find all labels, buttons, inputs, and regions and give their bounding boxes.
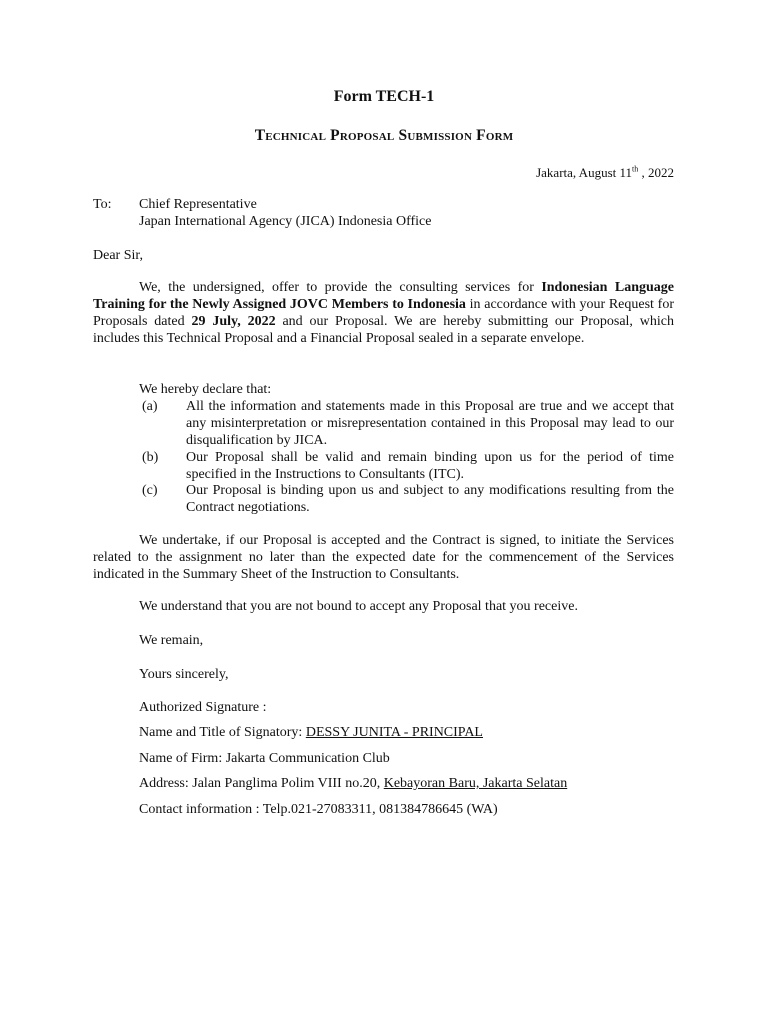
to-label: To:: [93, 197, 112, 212]
contact-line: Contact information : Telp.021-27083311, 081384786645 (WA): [139, 802, 498, 817]
address-line: [139, 775, 567, 792]
signatory-name: DESSY JUNITA - PRINCIPAL: [305, 725, 483, 740]
understand-line: We understand that you are not bound to accept any Proposal that you receive.: [139, 599, 578, 614]
signatory-line: [139, 724, 483, 741]
closing-line: Yours sincerely,: [139, 667, 229, 682]
offer-text-3: and our Proposal. We are hereby submitting our Proposal, which includes this Technical Proposal and a Financial Proposal sealed in a separate envelope.: [93, 314, 675, 346]
date-line: [536, 164, 674, 181]
recipient-title: Chief Representative: [139, 197, 257, 212]
authorized-signature-label: Authorized Signature :: [139, 700, 267, 715]
declaration-letter: (b): [142, 450, 159, 465]
firm-line: [139, 750, 390, 767]
firm-name: Jakarta Communication Club: [225, 751, 390, 766]
declaration-text: Our Proposal is binding upon us and subject to any modifications resulting from the Contract negotiations.: [186, 483, 674, 515]
date-suffix: th: [632, 164, 639, 174]
declaration-text: Our Proposal shall be valid and remain binding upon us for the period of time specified in the Instructions to Consultants (ITC).: [186, 450, 674, 482]
offer-text-1: We, the undersigned, offer to provide the consulting services for: [139, 280, 542, 295]
firm-label: Name of Firm:: [139, 751, 226, 766]
address-district: Kebayoran Baru, Jakarta Selatan: [383, 776, 568, 791]
recipient-organization: Japan International Agency (JICA) Indonesia Office: [139, 214, 432, 229]
rfp-date: 29 July, 2022: [191, 314, 276, 329]
undertake-paragraph: We undertake, if our Proposal is accepted and the Contract is signed, to initiate the Services related to the assignment no later than the expected date for the commencement of the Services indicated in the Summary Sheet of the Instruction to Consultants.: [93, 533, 674, 582]
service-name: Indonesian Language Training for the Newly Assigned JOVC Members to Indonesia: [93, 280, 674, 312]
offer-text-2: in accordance with your Request for Proposals dated: [93, 297, 674, 329]
salutation: Dear Sir,: [93, 248, 143, 263]
date-year: , 2022: [638, 165, 674, 180]
signatory-label: Name and Title of Signatory:: [139, 725, 306, 740]
address-label: Address: Jalan Panglima Polim VIII no.20,: [139, 776, 384, 791]
declaration-letter: (a): [142, 399, 158, 414]
form-title: Technical Proposal Submission Form: [254, 127, 514, 144]
remain-line: We remain,: [139, 633, 204, 648]
declaration-text: All the information and statements made in this Proposal are true and we accept that any misinterpretation or misrepresentation contained in this Proposal may lead to our disqualification by JICA.: [186, 399, 674, 448]
declare-intro: We hereby declare that:: [139, 382, 272, 397]
offer-paragraph: [93, 279, 674, 347]
date-prefix: Jakarta, August 11: [536, 165, 633, 180]
declaration-letter: (c): [142, 483, 158, 498]
form-id: Form TECH-1: [333, 88, 435, 105]
